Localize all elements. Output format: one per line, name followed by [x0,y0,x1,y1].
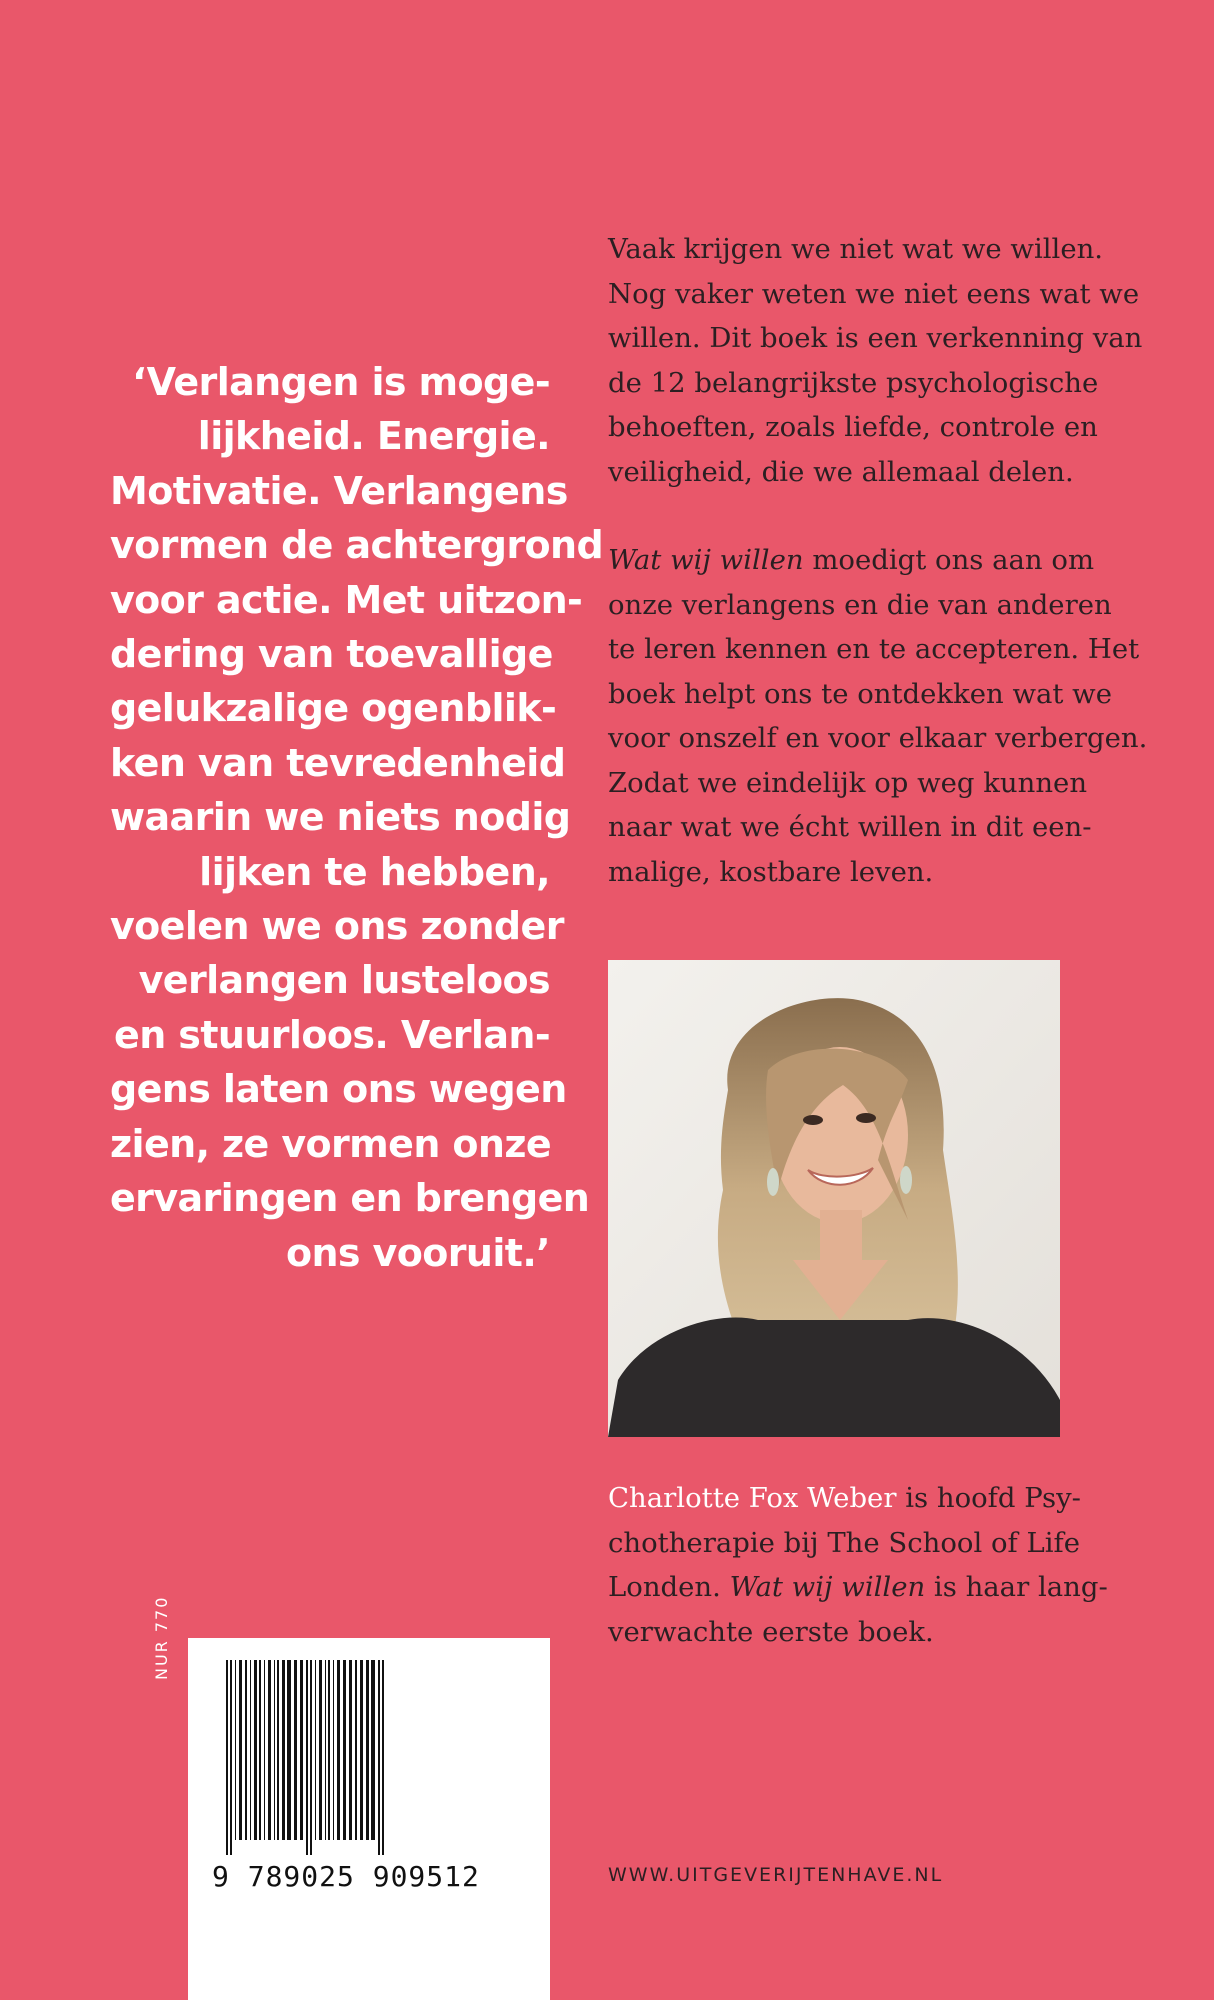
barcode-bar [226,1660,228,1855]
barcode-bar [333,1660,334,1840]
bio-text: is haar lang- [925,1571,1108,1603]
description-line: malige, kostbare leven. [608,855,934,888]
barcode-bar [319,1660,322,1840]
quote-line: dering van toevallige [110,632,553,677]
barcode-bar [328,1660,330,1840]
quote-line: lijkheid. Energie. [197,414,550,459]
quote-line: voelen we ons zonder [110,904,564,949]
barcode-bar [325,1660,326,1840]
description-line [608,538,1128,583]
quote-line: lijken te hebben, [199,849,550,894]
barcode-bar [230,1660,232,1855]
quote-line: waarin we niets nodig [110,795,571,840]
barcode-bar [349,1660,352,1840]
description-paragraph-2 [608,538,1148,894]
book-title-italic: Wat wij willen [729,1571,926,1603]
bio-line [608,1565,1128,1610]
barcode-bar [355,1660,357,1840]
author-photo [608,960,1060,1437]
bio-line [608,1476,1128,1521]
barcode-bar [294,1660,297,1840]
description-line: onze verlangens en die van anderen [608,588,1112,621]
barcode-bar [343,1660,346,1840]
quote-line: Motivatie. Verlangens [110,468,568,513]
barcode-bar [287,1660,291,1840]
bio-text: Londen. [608,1571,730,1603]
barcode-bars [218,1660,518,1855]
quote-line: gens laten ons wegen [110,1067,567,1112]
description-line: Nog vaker weten we niet eens wat we [608,277,1140,310]
barcode-bar [310,1660,312,1855]
barcode-bar [378,1660,380,1855]
bio-text: is hoofd Psy- [896,1482,1081,1514]
barcode-bar [277,1660,279,1840]
description-line: boek helpt ons te ontdekken wat we [608,677,1112,710]
barcode-bar [300,1660,303,1840]
barcode-bar [337,1660,340,1840]
description-line: de 12 belangrijkste psychologische [608,366,1099,399]
quote-line: verlangen lusteloos [138,958,550,1003]
book-description [608,227,1148,894]
barcode-bar [282,1660,285,1840]
bio-line: verwachte eerste boek. [608,1615,934,1648]
description-line: te leren kennen en te accepteren. Het [608,633,1140,665]
description-line: willen. Dit boek is een verkenning van [608,322,1143,354]
barcode-bar [366,1660,369,1840]
barcode-panel [188,1638,550,2000]
author-portrait-illustration [608,960,1060,1437]
isbn-number: 9 789025 909512 [212,1860,480,1893]
quote-line: ons vooruit.’ [285,1230,550,1275]
description-line: naar wat we écht willen in dit een- [608,811,1092,843]
book-title-italic: Wat wij willen [608,544,804,576]
barcode-bar [245,1660,247,1840]
publisher-website: WWW.UITGEVERIJTENHAVE.NL [608,1864,944,1886]
barcode-bar [235,1660,236,1840]
barcode-bar [250,1660,251,1840]
quote-line: zien, ze vormen onze [110,1121,552,1166]
barcode-bar [306,1660,308,1855]
barcode-bar [315,1660,316,1840]
barcode-bar [264,1660,265,1840]
barcode-bar [239,1660,242,1840]
barcode-bar [274,1660,275,1840]
quote-line: gelukzalige ogenblik- [110,686,557,731]
barcode-bar [259,1660,261,1840]
description-line: Vaak krijgen we niet wat we willen. [608,233,1104,265]
bio-line: chotherapie bij The School of Life [608,1526,1080,1559]
description-line: veiligheid, die we allemaal delen. [608,455,1074,488]
description-paragraph-1 [608,227,1143,494]
back-cover-quote [110,355,604,1280]
quote-line: en stuurloos. Verlan- [114,1012,550,1057]
barcode-bar [371,1660,375,1840]
author-name: Charlotte Fox Weber [608,1482,897,1514]
quote-line: voor actie. Met uitzon- [110,577,583,622]
quote-line: ‘Verlangen is moge- [132,360,550,404]
author-bio [608,1476,1128,1654]
description-line: behoeften, zoals liefde, controle en [608,411,1098,443]
quote-line: ken van tevredenheid [110,740,566,785]
barcode-bar [360,1660,363,1840]
description-line: voor onszelf en voor elkaar verbergen. [608,722,1148,754]
description-line: Zodat we eindelijk op weg kunnen [608,766,1088,799]
quote-line: ervaringen en brengen [110,1176,590,1221]
barcode-bar [268,1660,271,1840]
description-text: moedigt ons aan om [803,544,1095,576]
barcode-bar [382,1660,384,1855]
quote-line: vormen de achtergrond [110,523,604,568]
nur-code: NUR 770 [152,1595,171,1680]
barcode-bar [254,1660,257,1840]
